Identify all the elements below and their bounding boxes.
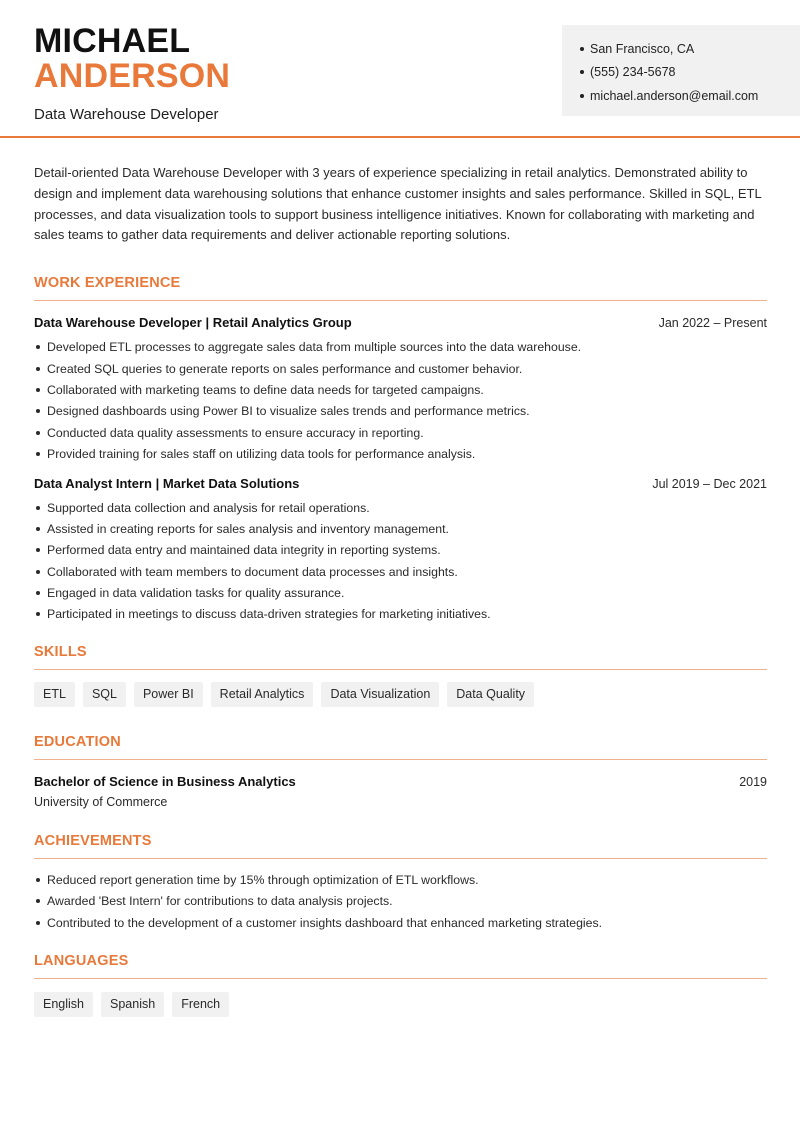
job-entry <box>34 315 767 466</box>
section-divider <box>34 858 767 859</box>
contact-location-text: San Francisco, CA <box>590 41 695 56</box>
bullet-icon <box>580 47 584 51</box>
skill-chip: Retail Analytics <box>211 682 314 707</box>
education-section <box>34 734 767 809</box>
section-divider <box>34 978 767 979</box>
job-entry <box>34 476 767 627</box>
list-item: Engaged in data validation tasks for quality assurance. <box>34 584 767 605</box>
job-title: Data Analyst Intern | Market Data Solutions <box>34 475 300 491</box>
role-title: Data Warehouse Developer <box>34 106 219 123</box>
list-item: Contributed to the development of a customer insights dashboard that enhanced marketing strategies. <box>34 914 767 935</box>
language-chips <box>34 992 767 1017</box>
list-item: Participated in meetings to discuss data-driven strategies for marketing initiatives. <box>34 605 767 626</box>
section-divider <box>34 300 767 301</box>
bullet-icon <box>580 70 584 74</box>
list-item: Collaborated with marketing teams to define data needs for targeted campaigns. <box>34 381 767 402</box>
list-item: Developed ETL processes to aggregate sales data from multiple sources into the data warehouse. <box>34 338 767 359</box>
list-item: Designed dashboards using Power BI to visualize sales trends and performance metrics. <box>34 402 767 423</box>
section-divider <box>34 669 767 670</box>
languages-section <box>34 953 767 1017</box>
education-header <box>34 774 767 789</box>
language-chip: Spanish <box>101 992 164 1017</box>
resume-content <box>34 163 767 1017</box>
school-name: University of Commerce <box>34 794 168 809</box>
list-item: Provided training for sales staff on utilizing data tools for performance analysis. <box>34 445 767 466</box>
contact-phone-text: (555) 234-5678 <box>590 65 676 80</box>
job-date: Jul 2019 – Dec 2021 <box>652 476 767 491</box>
list-item: Awarded 'Best Intern' for contributions to data analysis projects. <box>34 892 767 913</box>
resume-header <box>0 0 800 138</box>
job-bullets <box>34 338 767 466</box>
work-section <box>34 275 767 627</box>
skills-section <box>34 644 767 707</box>
skill-chip: SQL <box>83 682 126 707</box>
list-item: Performed data entry and maintained data integrity in reporting systems. <box>34 541 767 562</box>
job-date: Jan 2022 – Present <box>658 316 767 331</box>
list-item: Reduced report generation time by 15% through optimization of ETL workflows. <box>34 871 767 892</box>
skill-chip: ETL <box>34 682 75 707</box>
skills-chips <box>34 682 767 707</box>
section-title-languages: LANGUAGES <box>34 953 129 970</box>
section-title-education: EDUCATION <box>34 733 121 750</box>
list-item: Created SQL queries to generate reports on sales performance and customer behavior. <box>34 360 767 381</box>
list-item: Conducted data quality assessments to ensure accuracy in reporting. <box>34 424 767 445</box>
achievement-bullets <box>34 871 767 935</box>
list-item: Supported data collection and analysis for retail operations. <box>34 499 767 520</box>
contact-email <box>580 84 800 108</box>
contact-email-text: michael.anderson@email.com <box>590 88 759 103</box>
list-item: Assisted in creating reports for sales analysis and inventory management. <box>34 520 767 541</box>
job-header <box>34 315 767 330</box>
contact-phone <box>580 61 800 85</box>
job-title: Data Warehouse Developer | Retail Analytics Group <box>34 315 352 331</box>
degree-title: Bachelor of Science in Business Analytics <box>34 773 296 789</box>
section-title-achievements: ACHIEVEMENTS <box>34 832 152 849</box>
section-title-skills: SKILLS <box>34 643 87 660</box>
contact-location <box>580 37 800 61</box>
language-chip: French <box>172 992 229 1017</box>
language-chip: English <box>34 992 93 1017</box>
list-item: Collaborated with team members to document data processes and insights. <box>34 563 767 584</box>
job-header <box>34 476 767 491</box>
summary: Detail-oriented Data Warehouse Developer with 3 years of experience specializing in retail analytics. Demonstrated ability to design and implement data warehousing solutions that enhance customer insights and sales performance. Skilled in SQL, ETL processes, and data visualization tools to support business intelligence initiatives. Known for collaborating with marketing and sales teams to gather data requirements and deliver actionable reporting solutions. <box>34 165 762 243</box>
first-name: MICHAEL <box>34 22 191 60</box>
name-block <box>34 24 230 123</box>
bullet-icon <box>580 94 584 98</box>
skill-chip: Power BI <box>134 682 203 707</box>
contact-box <box>562 25 800 116</box>
skill-chip: Data Visualization <box>321 682 439 707</box>
job-bullets <box>34 499 767 627</box>
last-name: ANDERSON <box>34 57 231 95</box>
achievements-section <box>34 833 767 935</box>
section-title-work: WORK EXPERIENCE <box>34 275 181 292</box>
skill-chip: Data Quality <box>447 682 534 707</box>
graduation-year: 2019 <box>739 774 767 789</box>
section-divider <box>34 759 767 760</box>
